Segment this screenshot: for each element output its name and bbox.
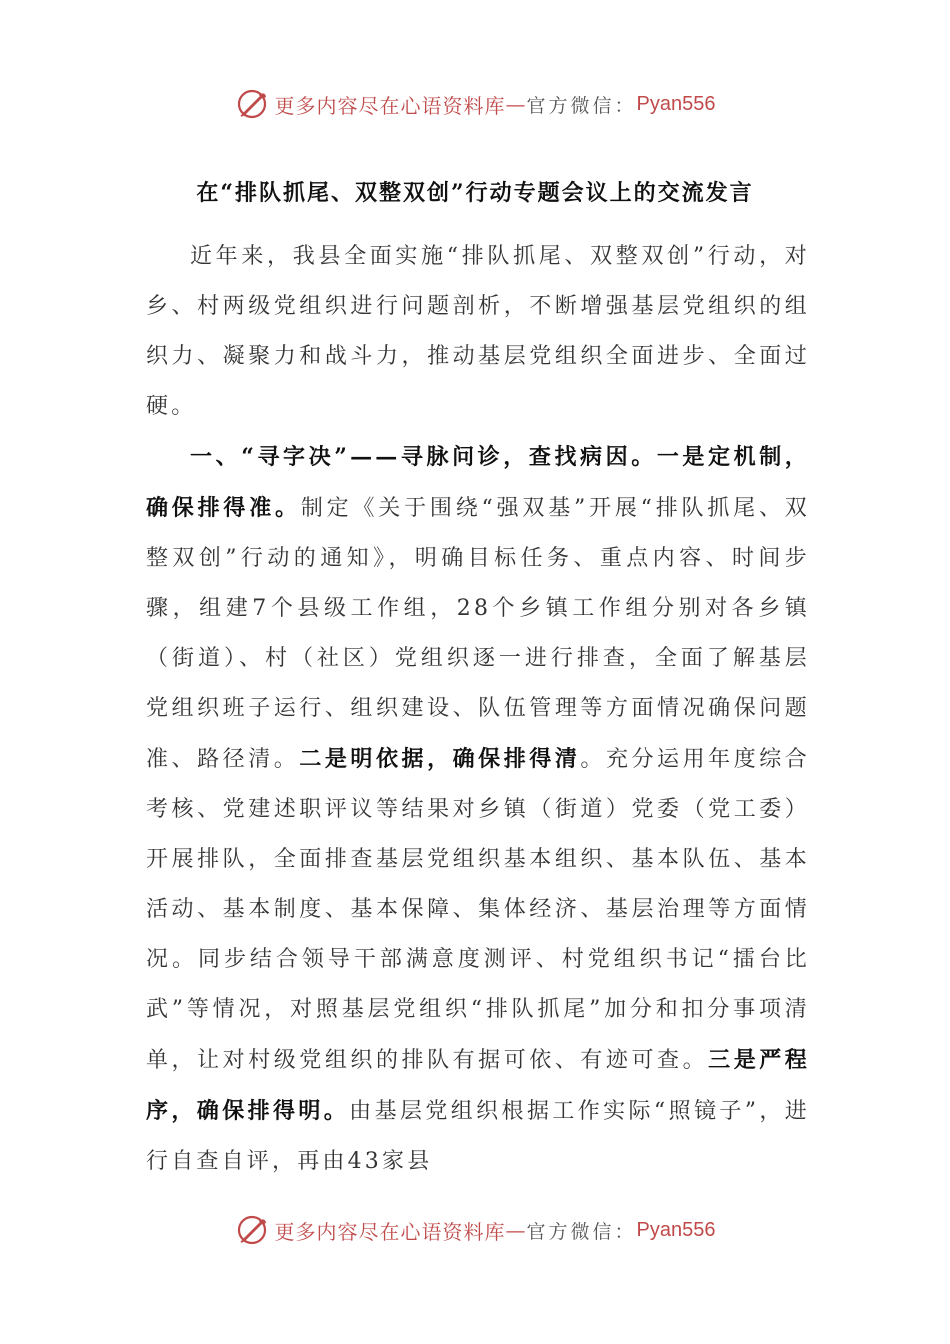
paragraph-section-one [146,432,810,1187]
paragraph-text: 近年来，我县全面实施“排队抓尾、双整双创”行动，对乡、村两级党组织进行问题剖析，不断增强基层党组织的组织力、凝聚力和战斗力，推动基层党组织全面进步、全面过硬。 [146,244,810,419]
watermark-wechat-id: Pyan556 [636,1218,716,1241]
watermark-brand: 更多内容尽在心语资料库 [274,93,506,118]
watermark-dash: — [505,92,527,116]
watermark-dash: — [505,1218,527,1242]
watermark-wechat-label: 官方微信： [526,1220,637,1243]
paragraph-text: 由基层党组织根据工作实际“照镜子”，进行自查自评，再由43家县 [146,1099,810,1174]
point-two-heading: 二是明依据，确保排得清 [299,746,581,772]
quill-pen-icon [235,1213,269,1247]
watermark-banner-bottom [0,1210,950,1250]
paragraph-intro [146,232,810,432]
paragraph-text: 。充分运用年度综合考核、党建述职评议等结果对乡镇（街道）党委（党工委）开展排队，全面排查基层党组织基本组织、基本队伍、基本活动、基本制度、基本保障、集体经济、基层治理等方面情况。同步结合领导干部满意度测评、村党组织书记“擂台比武”等情况，对照基层党组织“排队抓尾”加分和扣分事项清单，让对村级党组织的排队有据可依、有迹可查。 [146,747,811,1073]
document-title: 在“排队抓尾、双整双创”行动专题会议上的交流发言 [196,180,754,206]
watermark-banner-top [0,84,950,124]
document-body [146,232,810,1187]
watermark-brand: 更多内容尽在心语资料库 [274,1219,506,1244]
section-heading: 一、“寻字决”——寻脉问诊，查找病因。一是定机制，确保排得准。 [146,444,810,521]
paragraph-text: 制定《关于围绕“强双基”开展“排队抓尾、双整双创”行动的通知》，明确目标任务、重点内容、时间步骤，组建7个县级工作组，28个乡镇工作组分别对各乡镇（街道）、村（社区）党组织逐一进行排查，全面了解基层党组织班子运行、组织建设、队伍管理等方面情况确保问题准、路径清。 [146,496,810,772]
watermark-wechat-label: 官方微信： [526,94,637,117]
point-three-heading: 三是严程序，确保排得明。 [146,1047,810,1124]
quill-pen-icon [235,87,269,121]
watermark-wechat-id: Pyan556 [636,92,716,115]
